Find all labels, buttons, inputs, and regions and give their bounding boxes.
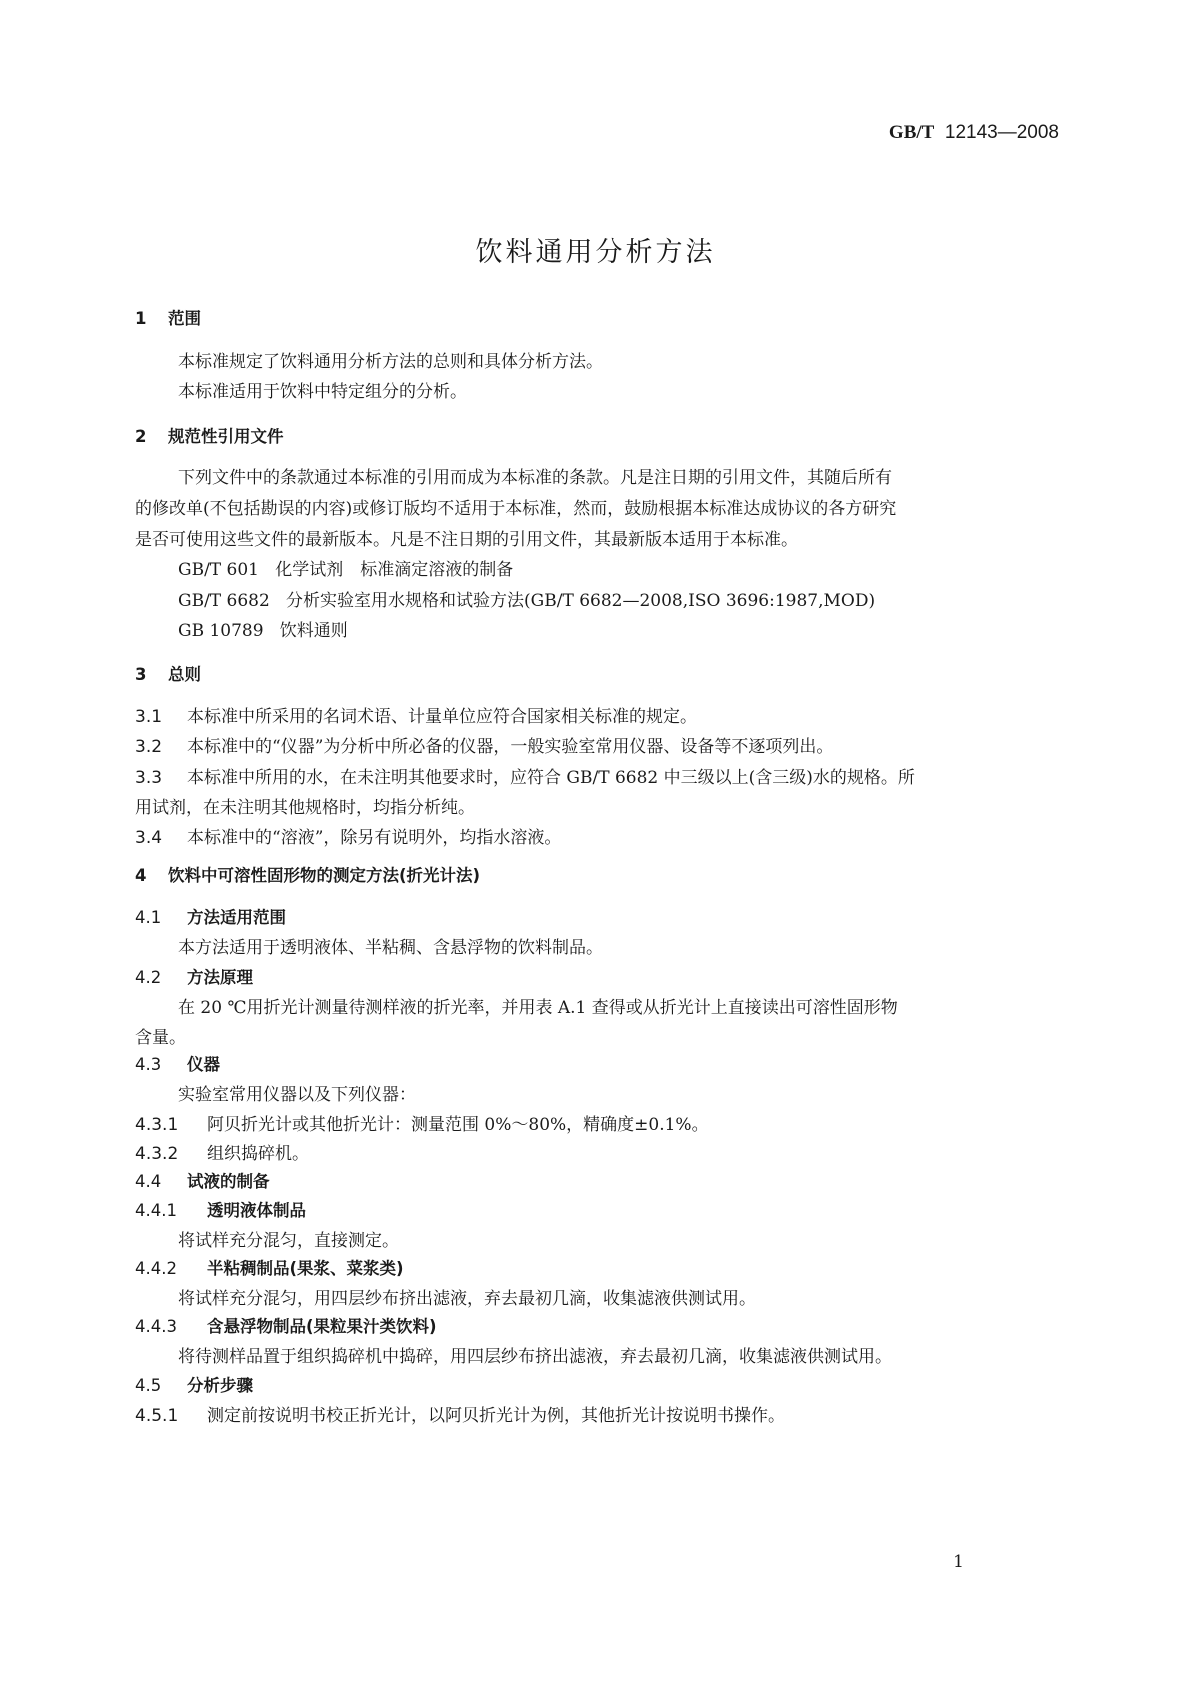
subsection-title: 透明液体制品	[207, 1201, 306, 1220]
subsubsection-heading	[135, 1313, 437, 1337]
paragraph: 将试样充分混匀，用四层纱布挤出滤液，弃去最初几滴，收集滤液供测试用。	[178, 1289, 756, 1309]
subsection-title: 试液的制备	[187, 1172, 270, 1191]
clause-number: 4.3.2	[135, 1144, 179, 1164]
subsection-title: 含悬浮物制品(果粒果汁类饮料)	[207, 1317, 437, 1336]
reference-title: 分析实验室用水规格和试验方法(GB/T 6682—2008,ISO 3696:1987,MOD)	[286, 591, 876, 611]
section-number: 2	[135, 427, 147, 446]
paragraph-line: 含量。	[135, 1028, 186, 1048]
clause-text: 本标准中的“仪器”为分析中所必备的仪器，一般实验室常用仪器、设备等不逐项列出。	[187, 737, 834, 757]
paragraph: 将待测样品置于组织捣碎机中捣碎，用四层纱布挤出滤液，弃去最初几滴，收集滤液供测试用。	[178, 1347, 892, 1367]
subsection-number: 4.2	[135, 968, 162, 987]
subsection-heading	[135, 1372, 253, 1396]
clause-text: 本标准中所采用的名词术语、计量单位应符合国家相关标准的规定。	[187, 707, 697, 727]
subsubsection-heading	[135, 1255, 404, 1279]
clause	[135, 823, 561, 848]
clause	[135, 1139, 309, 1164]
reference-item	[178, 555, 513, 580]
paragraph: 本方法适用于透明液体、半粘稠、含悬浮物的饮料制品。	[178, 938, 603, 958]
paragraph-line: 的修改单(不包括勘误的内容)或修订版均不适用于本标准，然而，鼓励根据本标准达成协议的各方研究	[135, 499, 897, 519]
subsection-number: 4.4	[135, 1172, 162, 1191]
clause-text: 本标准中所用的水，在未注明其他要求时，应符合 GB/T 6682 中三级以上(含三级)水的规格。所	[187, 768, 915, 788]
clause-continuation: 用试剂，在未注明其他规格时，均指分析纯。	[135, 798, 475, 818]
standard-number	[889, 122, 1059, 144]
section-2-heading	[135, 423, 284, 447]
subsection-number: 4.1	[135, 908, 162, 927]
section-title: 规范性引用文件	[168, 427, 284, 446]
subsection-heading	[135, 1168, 270, 1192]
clause-text: 测定前按说明书校正折光计，以阿贝折光计为例，其他折光计按说明书操作。	[207, 1406, 785, 1426]
section-number: 4	[135, 866, 147, 885]
subsection-number: 4.4.1	[135, 1201, 177, 1220]
clause	[135, 1401, 785, 1426]
paragraph: 将试样充分混匀，直接测定。	[178, 1231, 399, 1251]
clause-text: 阿贝折光计或其他折光计：测量范围 0%～80%，精确度±0.1%。	[207, 1115, 709, 1135]
clause-text: 本标准中的“溶液”，除另有说明外，均指水溶液。	[187, 828, 562, 848]
section-4-heading	[135, 862, 480, 886]
subsection-heading	[135, 904, 286, 928]
section-number: 1	[135, 309, 147, 328]
paragraph-line: 下列文件中的条款通过本标准的引用而成为本标准的条款。凡是注日期的引用文件，其随后所有	[178, 468, 892, 488]
clause	[135, 702, 697, 727]
paragraph: 本标准适用于饮料中特定组分的分析。	[178, 382, 467, 402]
subsection-heading	[135, 1051, 220, 1075]
standard-prefix: GB/T	[888, 122, 935, 143]
reference-title: 饮料通则	[279, 621, 348, 641]
paragraph-line: 是否可使用这些文件的最新版本。凡是不注日期的引用文件，其最新版本适用于本标准。	[135, 530, 798, 550]
subsection-title: 半粘稠制品(果浆、菜浆类)	[207, 1259, 404, 1278]
clause-number: 3.3	[135, 768, 163, 788]
clause-number: 3.2	[135, 737, 163, 757]
paragraph: 本标准规定了饮料通用分析方法的总则和具体分析方法。	[178, 352, 603, 372]
section-title: 饮料中可溶性固形物的测定方法(折光计法)	[168, 866, 481, 885]
reference-item	[178, 586, 875, 611]
section-3-heading	[135, 661, 201, 685]
reference-code: GB/T 601	[178, 560, 259, 580]
page-number: 1	[953, 1552, 964, 1572]
reference-item	[178, 616, 348, 641]
clause-number: 4.5.1	[135, 1406, 179, 1426]
subsection-title: 仪器	[187, 1055, 220, 1074]
clause-number: 3.4	[135, 828, 163, 848]
clause-text: 组织捣碎机。	[207, 1144, 309, 1164]
subsection-number: 4.5	[135, 1376, 162, 1395]
section-number: 3	[135, 665, 147, 684]
section-1-heading	[135, 305, 201, 329]
subsection-number: 4.4.3	[135, 1317, 177, 1336]
clause-number: 4.3.1	[135, 1115, 179, 1135]
document-title: 饮料通用分析方法	[475, 237, 716, 268]
clause	[135, 732, 833, 757]
subsection-title: 方法适用范围	[187, 908, 286, 927]
clause	[135, 1110, 709, 1135]
paragraph-line: 在 20 ℃用折光计测量待测样液的折光率，并用表 A.1 查得或从折光计上直接读出可溶性固形物	[178, 998, 898, 1018]
clause-number: 3.1	[135, 707, 163, 727]
paragraph: 实验室常用仪器以及下列仪器：	[178, 1085, 416, 1105]
section-title: 范围	[168, 309, 201, 328]
subsection-title: 分析步骤	[187, 1376, 253, 1395]
reference-title: 化学试剂 标准滴定溶液的制备	[275, 560, 514, 580]
subsection-heading	[135, 964, 253, 988]
section-title: 总则	[168, 665, 201, 684]
subsubsection-heading	[135, 1197, 306, 1221]
clause	[135, 763, 915, 788]
subsection-number: 4.3	[135, 1055, 162, 1074]
subsection-number: 4.4.2	[135, 1259, 177, 1278]
standard-code: 12143—2008	[944, 122, 1059, 143]
reference-code: GB 10789	[178, 621, 264, 641]
subsection-title: 方法原理	[187, 968, 253, 987]
reference-code: GB/T 6682	[178, 591, 270, 611]
